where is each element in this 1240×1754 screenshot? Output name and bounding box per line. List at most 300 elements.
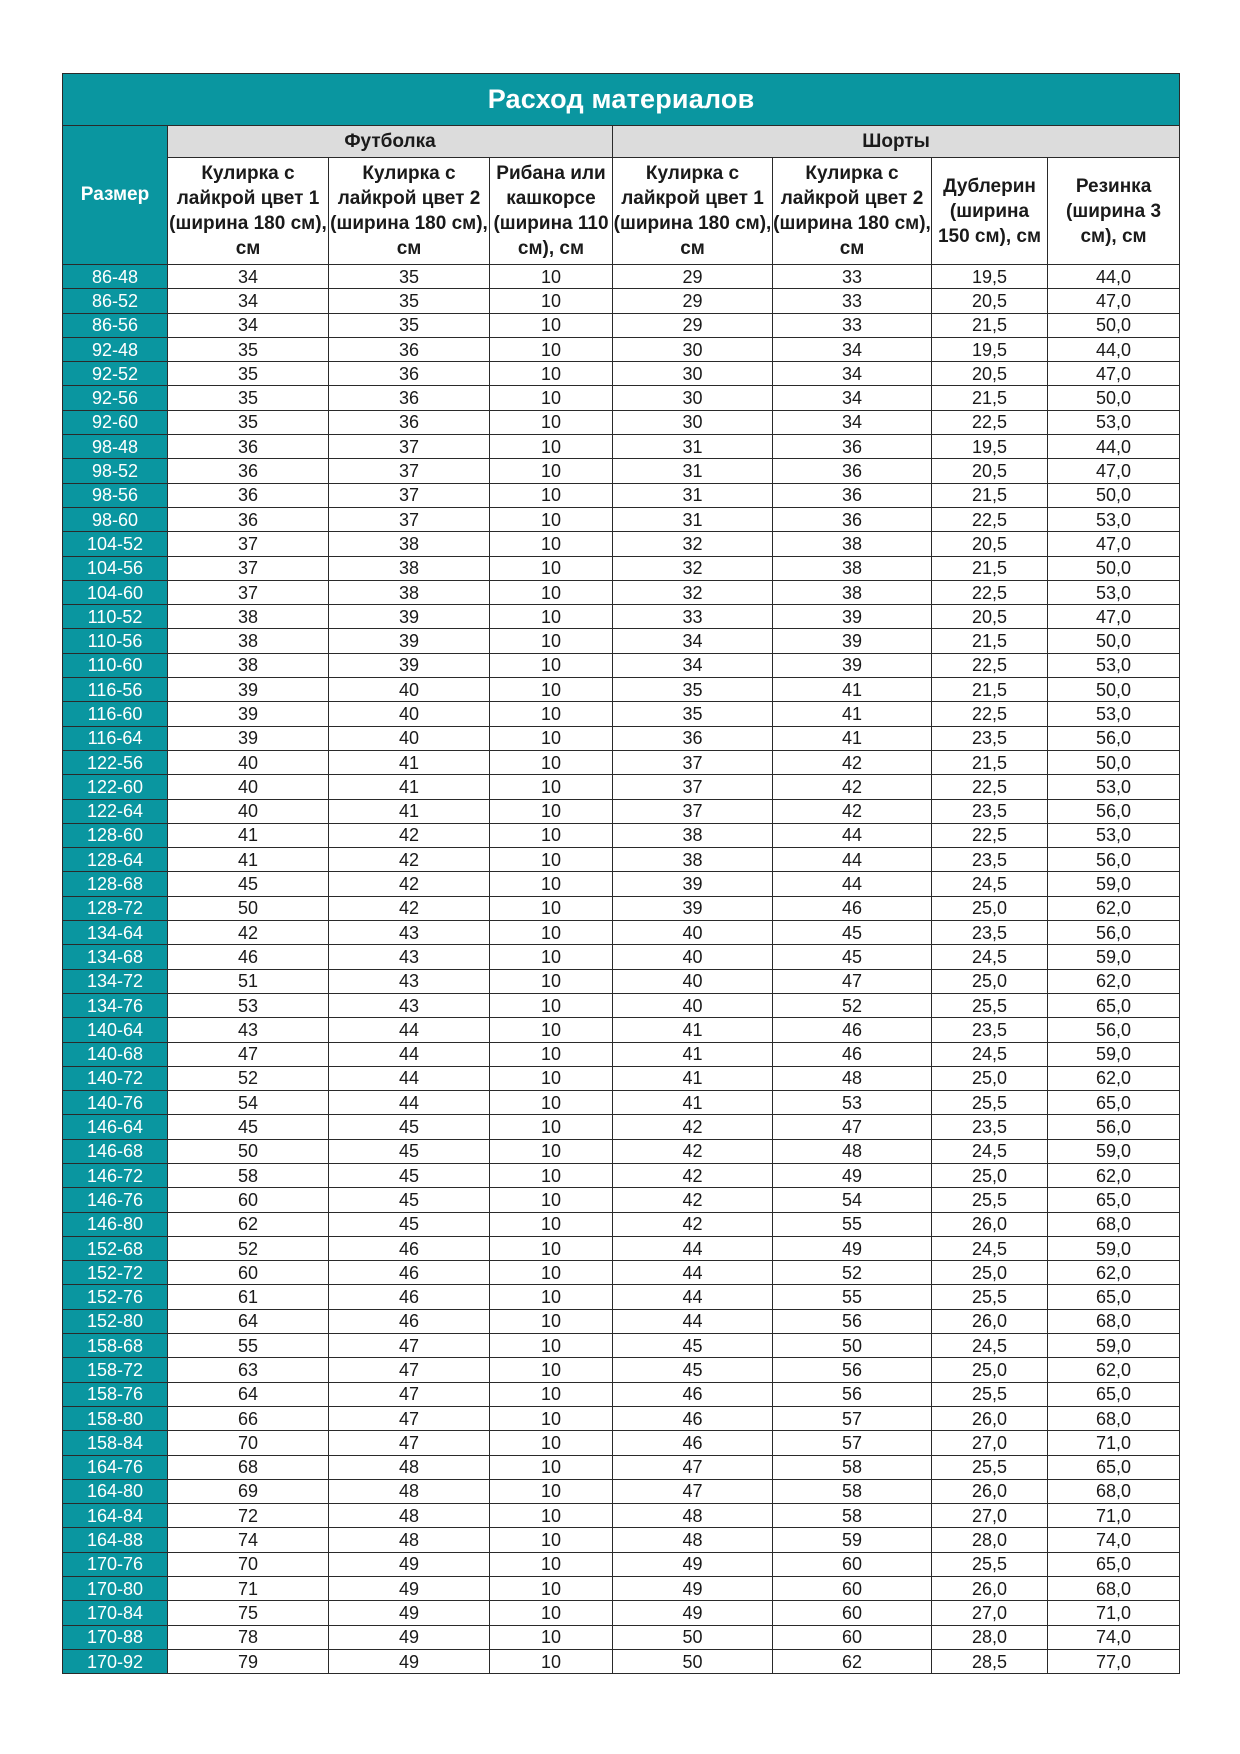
value-cell: 42 bbox=[773, 799, 932, 823]
value-cell: 46 bbox=[329, 1261, 490, 1285]
value-cell: 27,0 bbox=[932, 1504, 1048, 1528]
table-row bbox=[63, 750, 1180, 774]
value-cell: 71,0 bbox=[1048, 1504, 1180, 1528]
value-cell: 35 bbox=[168, 410, 329, 434]
value-cell: 10 bbox=[490, 1406, 613, 1430]
table-row bbox=[63, 605, 1180, 629]
value-cell: 25,0 bbox=[932, 896, 1048, 920]
value-cell: 10 bbox=[490, 337, 613, 361]
value-cell: 43 bbox=[168, 1018, 329, 1042]
value-cell: 65,0 bbox=[1048, 1091, 1180, 1115]
size-cell: 158-76 bbox=[63, 1382, 168, 1406]
value-cell: 47 bbox=[168, 1042, 329, 1066]
value-cell: 10 bbox=[490, 1188, 613, 1212]
value-cell: 23,5 bbox=[932, 1018, 1048, 1042]
value-cell: 42 bbox=[613, 1188, 773, 1212]
value-cell: 41 bbox=[613, 1066, 773, 1090]
value-cell: 78 bbox=[168, 1625, 329, 1649]
value-cell: 31 bbox=[613, 483, 773, 507]
value-cell: 28,0 bbox=[932, 1528, 1048, 1552]
value-cell: 10 bbox=[490, 896, 613, 920]
value-cell: 21,5 bbox=[932, 629, 1048, 653]
size-cell: 158-68 bbox=[63, 1334, 168, 1358]
column-header: Кулирка с лайкрой цвет 1 (ширина 180 см), см bbox=[168, 158, 329, 265]
value-cell: 41 bbox=[613, 1091, 773, 1115]
size-cell: 170-76 bbox=[63, 1552, 168, 1576]
materials-sheet bbox=[62, 73, 1179, 1674]
value-cell: 50 bbox=[613, 1625, 773, 1649]
value-cell: 10 bbox=[490, 1236, 613, 1260]
value-cell: 58 bbox=[773, 1455, 932, 1479]
table-row bbox=[63, 362, 1180, 386]
value-cell: 40 bbox=[168, 775, 329, 799]
table-row bbox=[63, 653, 1180, 677]
size-cell: 152-72 bbox=[63, 1261, 168, 1285]
size-cell: 128-68 bbox=[63, 872, 168, 896]
table-body bbox=[63, 265, 1180, 1674]
value-cell: 48 bbox=[329, 1455, 490, 1479]
value-cell: 24,5 bbox=[932, 945, 1048, 969]
size-cell: 98-56 bbox=[63, 483, 168, 507]
value-cell: 45 bbox=[773, 945, 932, 969]
value-cell: 10 bbox=[490, 265, 613, 289]
value-cell: 65,0 bbox=[1048, 1552, 1180, 1576]
value-cell: 36 bbox=[773, 507, 932, 531]
value-cell: 50,0 bbox=[1048, 556, 1180, 580]
value-cell: 53,0 bbox=[1048, 823, 1180, 847]
value-cell: 31 bbox=[613, 507, 773, 531]
size-cell: 104-60 bbox=[63, 580, 168, 604]
value-cell: 56,0 bbox=[1048, 1115, 1180, 1139]
size-cell: 152-76 bbox=[63, 1285, 168, 1309]
value-cell: 42 bbox=[168, 921, 329, 945]
value-cell: 25,0 bbox=[932, 1066, 1048, 1090]
column-header: Резинка (ширина 3 см), см bbox=[1048, 158, 1180, 265]
value-cell: 24,5 bbox=[932, 1334, 1048, 1358]
value-cell: 55 bbox=[168, 1334, 329, 1358]
value-cell: 25,5 bbox=[932, 1455, 1048, 1479]
value-cell: 49 bbox=[613, 1601, 773, 1625]
table-row bbox=[63, 1649, 1180, 1673]
value-cell: 37 bbox=[168, 580, 329, 604]
size-cell: 92-60 bbox=[63, 410, 168, 434]
table-row bbox=[63, 1479, 1180, 1503]
value-cell: 10 bbox=[490, 1163, 613, 1187]
table-row bbox=[63, 896, 1180, 920]
value-cell: 36 bbox=[329, 362, 490, 386]
value-cell: 60 bbox=[773, 1577, 932, 1601]
table-row bbox=[63, 702, 1180, 726]
table-row bbox=[63, 945, 1180, 969]
value-cell: 46 bbox=[168, 945, 329, 969]
table-row bbox=[63, 459, 1180, 483]
value-cell: 37 bbox=[329, 435, 490, 459]
value-cell: 35 bbox=[168, 362, 329, 386]
table-row bbox=[63, 872, 1180, 896]
value-cell: 47 bbox=[329, 1382, 490, 1406]
size-cell: 146-80 bbox=[63, 1212, 168, 1236]
table-row bbox=[63, 556, 1180, 580]
value-cell: 50,0 bbox=[1048, 483, 1180, 507]
table-row bbox=[63, 848, 1180, 872]
value-cell: 10 bbox=[490, 459, 613, 483]
value-cell: 43 bbox=[329, 969, 490, 993]
value-cell: 10 bbox=[490, 1334, 613, 1358]
value-cell: 10 bbox=[490, 289, 613, 313]
value-cell: 39 bbox=[773, 629, 932, 653]
size-cell: 164-76 bbox=[63, 1455, 168, 1479]
value-cell: 59,0 bbox=[1048, 872, 1180, 896]
size-cell: 134-68 bbox=[63, 945, 168, 969]
table-row bbox=[63, 1431, 1180, 1455]
value-cell: 24,5 bbox=[932, 1139, 1048, 1163]
value-cell: 37 bbox=[613, 799, 773, 823]
value-cell: 68 bbox=[168, 1455, 329, 1479]
value-cell: 42 bbox=[329, 823, 490, 847]
value-cell: 32 bbox=[613, 532, 773, 556]
value-cell: 19,5 bbox=[932, 265, 1048, 289]
value-cell: 38 bbox=[329, 532, 490, 556]
value-cell: 29 bbox=[613, 289, 773, 313]
value-cell: 10 bbox=[490, 1504, 613, 1528]
value-cell: 60 bbox=[773, 1552, 932, 1576]
value-cell: 33 bbox=[773, 265, 932, 289]
group-header-tshirt: Футболка bbox=[168, 126, 613, 158]
size-cell: 92-48 bbox=[63, 337, 168, 361]
value-cell: 38 bbox=[168, 605, 329, 629]
value-cell: 41 bbox=[613, 1042, 773, 1066]
value-cell: 47,0 bbox=[1048, 362, 1180, 386]
value-cell: 49 bbox=[329, 1601, 490, 1625]
value-cell: 23,5 bbox=[932, 1115, 1048, 1139]
column-header: Дублерин (ширина 150 см), см bbox=[932, 158, 1048, 265]
value-cell: 53,0 bbox=[1048, 653, 1180, 677]
size-cell: 98-60 bbox=[63, 507, 168, 531]
value-cell: 45 bbox=[329, 1163, 490, 1187]
value-cell: 50 bbox=[613, 1649, 773, 1673]
size-cell: 104-52 bbox=[63, 532, 168, 556]
size-cell: 146-72 bbox=[63, 1163, 168, 1187]
table-row bbox=[63, 580, 1180, 604]
value-cell: 30 bbox=[613, 337, 773, 361]
column-header: Кулирка с лайкрой цвет 1 (ширина 180 см), см bbox=[613, 158, 773, 265]
value-cell: 72 bbox=[168, 1504, 329, 1528]
size-cell: 128-60 bbox=[63, 823, 168, 847]
value-cell: 62,0 bbox=[1048, 1163, 1180, 1187]
value-cell: 44 bbox=[329, 1018, 490, 1042]
value-cell: 45 bbox=[773, 921, 932, 945]
value-cell: 33 bbox=[613, 605, 773, 629]
value-cell: 22,5 bbox=[932, 775, 1048, 799]
value-cell: 27,0 bbox=[932, 1431, 1048, 1455]
value-cell: 10 bbox=[490, 945, 613, 969]
value-cell: 38 bbox=[613, 823, 773, 847]
value-cell: 21,5 bbox=[932, 313, 1048, 337]
size-cell: 140-68 bbox=[63, 1042, 168, 1066]
value-cell: 41 bbox=[168, 848, 329, 872]
size-cell: 104-56 bbox=[63, 556, 168, 580]
value-cell: 10 bbox=[490, 1625, 613, 1649]
value-cell: 10 bbox=[490, 410, 613, 434]
value-cell: 23,5 bbox=[932, 921, 1048, 945]
value-cell: 66 bbox=[168, 1406, 329, 1430]
value-cell: 41 bbox=[613, 1018, 773, 1042]
size-cell: 158-80 bbox=[63, 1406, 168, 1430]
value-cell: 39 bbox=[329, 629, 490, 653]
value-cell: 50 bbox=[773, 1334, 932, 1358]
value-cell: 39 bbox=[168, 726, 329, 750]
value-cell: 10 bbox=[490, 1212, 613, 1236]
value-cell: 20,5 bbox=[932, 289, 1048, 313]
value-cell: 31 bbox=[613, 459, 773, 483]
table-row bbox=[63, 1528, 1180, 1552]
value-cell: 36 bbox=[773, 483, 932, 507]
value-cell: 56,0 bbox=[1048, 726, 1180, 750]
value-cell: 42 bbox=[613, 1163, 773, 1187]
value-cell: 46 bbox=[329, 1236, 490, 1260]
size-cell: 164-80 bbox=[63, 1479, 168, 1503]
value-cell: 10 bbox=[490, 1479, 613, 1503]
value-cell: 35 bbox=[613, 702, 773, 726]
value-cell: 35 bbox=[329, 289, 490, 313]
value-cell: 68,0 bbox=[1048, 1212, 1180, 1236]
value-cell: 35 bbox=[168, 386, 329, 410]
value-cell: 71,0 bbox=[1048, 1431, 1180, 1455]
value-cell: 36 bbox=[168, 483, 329, 507]
value-cell: 10 bbox=[490, 1115, 613, 1139]
value-cell: 10 bbox=[490, 1528, 613, 1552]
table-row bbox=[63, 629, 1180, 653]
table-row bbox=[63, 1358, 1180, 1382]
value-cell: 50,0 bbox=[1048, 629, 1180, 653]
value-cell: 37 bbox=[329, 507, 490, 531]
value-cell: 40 bbox=[168, 750, 329, 774]
value-cell: 37 bbox=[613, 775, 773, 799]
table-row bbox=[63, 921, 1180, 945]
value-cell: 49 bbox=[773, 1163, 932, 1187]
value-cell: 56 bbox=[773, 1309, 932, 1333]
value-cell: 31 bbox=[613, 435, 773, 459]
value-cell: 10 bbox=[490, 507, 613, 531]
value-cell: 20,5 bbox=[932, 532, 1048, 556]
size-cell: 128-64 bbox=[63, 848, 168, 872]
value-cell: 40 bbox=[329, 678, 490, 702]
table-row bbox=[63, 1382, 1180, 1406]
value-cell: 46 bbox=[773, 896, 932, 920]
value-cell: 10 bbox=[490, 1139, 613, 1163]
value-cell: 39 bbox=[329, 605, 490, 629]
value-cell: 22,5 bbox=[932, 507, 1048, 531]
value-cell: 45 bbox=[613, 1334, 773, 1358]
table-row bbox=[63, 1261, 1180, 1285]
value-cell: 43 bbox=[329, 945, 490, 969]
value-cell: 10 bbox=[490, 483, 613, 507]
table-row bbox=[63, 1334, 1180, 1358]
value-cell: 48 bbox=[329, 1528, 490, 1552]
value-cell: 47 bbox=[773, 969, 932, 993]
value-cell: 25,0 bbox=[932, 969, 1048, 993]
value-cell: 10 bbox=[490, 605, 613, 629]
value-cell: 21,5 bbox=[932, 386, 1048, 410]
value-cell: 10 bbox=[490, 1431, 613, 1455]
table-title: Расход материалов bbox=[63, 74, 1180, 126]
value-cell: 34 bbox=[773, 337, 932, 361]
value-cell: 62 bbox=[773, 1649, 932, 1673]
value-cell: 22,5 bbox=[932, 410, 1048, 434]
value-cell: 32 bbox=[613, 556, 773, 580]
value-cell: 42 bbox=[613, 1139, 773, 1163]
size-cell: 86-52 bbox=[63, 289, 168, 313]
value-cell: 44 bbox=[329, 1091, 490, 1115]
table-row bbox=[63, 1042, 1180, 1066]
value-cell: 21,5 bbox=[932, 750, 1048, 774]
value-cell: 34 bbox=[168, 265, 329, 289]
value-cell: 49 bbox=[613, 1577, 773, 1601]
value-cell: 29 bbox=[613, 265, 773, 289]
size-cell: 86-56 bbox=[63, 313, 168, 337]
value-cell: 41 bbox=[329, 799, 490, 823]
value-cell: 41 bbox=[773, 678, 932, 702]
value-cell: 39 bbox=[329, 653, 490, 677]
value-cell: 57 bbox=[773, 1431, 932, 1455]
value-cell: 10 bbox=[490, 580, 613, 604]
value-cell: 63 bbox=[168, 1358, 329, 1382]
value-cell: 50 bbox=[168, 896, 329, 920]
value-cell: 10 bbox=[490, 823, 613, 847]
column-header: Кулирка с лайкрой цвет 2 (ширина 180 см), см bbox=[329, 158, 490, 265]
table-row bbox=[63, 1309, 1180, 1333]
size-cell: 116-60 bbox=[63, 702, 168, 726]
value-cell: 44 bbox=[613, 1236, 773, 1260]
value-cell: 55 bbox=[773, 1285, 932, 1309]
value-cell: 24,5 bbox=[932, 872, 1048, 896]
value-cell: 46 bbox=[613, 1431, 773, 1455]
table-row bbox=[63, 823, 1180, 847]
value-cell: 65,0 bbox=[1048, 1382, 1180, 1406]
value-cell: 28,0 bbox=[932, 1625, 1048, 1649]
value-cell: 47 bbox=[773, 1115, 932, 1139]
value-cell: 34 bbox=[773, 362, 932, 386]
value-cell: 25,5 bbox=[932, 1382, 1048, 1406]
value-cell: 10 bbox=[490, 775, 613, 799]
value-cell: 48 bbox=[613, 1504, 773, 1528]
value-cell: 22,5 bbox=[932, 653, 1048, 677]
value-cell: 44,0 bbox=[1048, 337, 1180, 361]
value-cell: 55 bbox=[773, 1212, 932, 1236]
value-cell: 75 bbox=[168, 1601, 329, 1625]
value-cell: 48 bbox=[329, 1504, 490, 1528]
value-cell: 41 bbox=[773, 702, 932, 726]
value-cell: 50,0 bbox=[1048, 678, 1180, 702]
table-row bbox=[63, 1188, 1180, 1212]
value-cell: 56,0 bbox=[1048, 921, 1180, 945]
table-row bbox=[63, 1455, 1180, 1479]
value-cell: 33 bbox=[773, 313, 932, 337]
value-cell: 44 bbox=[329, 1042, 490, 1066]
value-cell: 44 bbox=[773, 872, 932, 896]
value-cell: 23,5 bbox=[932, 799, 1048, 823]
value-cell: 64 bbox=[168, 1309, 329, 1333]
value-cell: 48 bbox=[329, 1479, 490, 1503]
value-cell: 50,0 bbox=[1048, 750, 1180, 774]
value-cell: 10 bbox=[490, 1577, 613, 1601]
value-cell: 35 bbox=[613, 678, 773, 702]
value-cell: 46 bbox=[773, 1042, 932, 1066]
value-cell: 49 bbox=[613, 1552, 773, 1576]
value-cell: 43 bbox=[329, 993, 490, 1017]
value-cell: 36 bbox=[168, 435, 329, 459]
table-row bbox=[63, 386, 1180, 410]
value-cell: 23,5 bbox=[932, 848, 1048, 872]
value-cell: 41 bbox=[329, 750, 490, 774]
value-cell: 39 bbox=[168, 702, 329, 726]
value-cell: 47,0 bbox=[1048, 289, 1180, 313]
table-row bbox=[63, 289, 1180, 313]
value-cell: 74 bbox=[168, 1528, 329, 1552]
size-cell: 86-48 bbox=[63, 265, 168, 289]
value-cell: 39 bbox=[168, 678, 329, 702]
value-cell: 62,0 bbox=[1048, 1066, 1180, 1090]
value-cell: 42 bbox=[613, 1115, 773, 1139]
value-cell: 68,0 bbox=[1048, 1406, 1180, 1430]
value-cell: 34 bbox=[613, 629, 773, 653]
value-cell: 26,0 bbox=[932, 1406, 1048, 1430]
value-cell: 25,0 bbox=[932, 1261, 1048, 1285]
table-row bbox=[63, 483, 1180, 507]
value-cell: 38 bbox=[168, 629, 329, 653]
value-cell: 40 bbox=[613, 921, 773, 945]
value-cell: 44 bbox=[773, 823, 932, 847]
value-cell: 48 bbox=[773, 1066, 932, 1090]
value-cell: 58 bbox=[168, 1163, 329, 1187]
value-cell: 60 bbox=[168, 1261, 329, 1285]
value-cell: 59 bbox=[773, 1528, 932, 1552]
value-cell: 45 bbox=[168, 1115, 329, 1139]
value-cell: 56 bbox=[773, 1358, 932, 1382]
value-cell: 41 bbox=[773, 726, 932, 750]
table-row bbox=[63, 313, 1180, 337]
table-row bbox=[63, 1091, 1180, 1115]
size-cell: 146-68 bbox=[63, 1139, 168, 1163]
column-header: Рибана или кашкорсе (ширина 110 см), см bbox=[490, 158, 613, 265]
value-cell: 34 bbox=[168, 313, 329, 337]
value-cell: 59,0 bbox=[1048, 945, 1180, 969]
size-cell: 110-52 bbox=[63, 605, 168, 629]
value-cell: 39 bbox=[773, 653, 932, 677]
value-cell: 10 bbox=[490, 313, 613, 337]
table-row bbox=[63, 678, 1180, 702]
size-cell: 140-76 bbox=[63, 1091, 168, 1115]
value-cell: 25,5 bbox=[932, 1285, 1048, 1309]
value-cell: 44,0 bbox=[1048, 435, 1180, 459]
value-cell: 27,0 bbox=[932, 1601, 1048, 1625]
value-cell: 10 bbox=[490, 653, 613, 677]
value-cell: 36 bbox=[613, 726, 773, 750]
value-cell: 36 bbox=[773, 435, 932, 459]
size-cell: 170-88 bbox=[63, 1625, 168, 1649]
value-cell: 22,5 bbox=[932, 823, 1048, 847]
value-cell: 54 bbox=[773, 1188, 932, 1212]
value-cell: 10 bbox=[490, 1601, 613, 1625]
size-cell: 140-72 bbox=[63, 1066, 168, 1090]
value-cell: 37 bbox=[613, 750, 773, 774]
value-cell: 56,0 bbox=[1048, 1018, 1180, 1042]
value-cell: 42 bbox=[329, 848, 490, 872]
table-row bbox=[63, 1018, 1180, 1042]
value-cell: 19,5 bbox=[932, 435, 1048, 459]
size-cell: 134-72 bbox=[63, 969, 168, 993]
value-cell: 10 bbox=[490, 993, 613, 1017]
